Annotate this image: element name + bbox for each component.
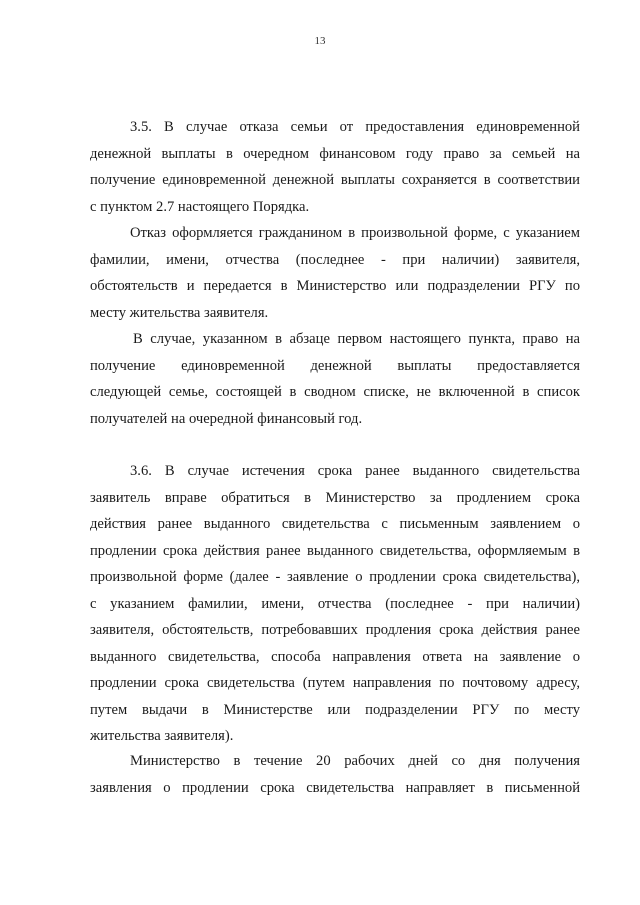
paragraph-case — [90, 326, 580, 432]
paragraph-line: с указанием фамилии, имени, отчества (последнее - при наличии) — [90, 595, 580, 612]
paragraph-line: получателей на очередной финансовый год. — [90, 410, 363, 427]
paragraph-line: денежной выплаты в очередном финансовом году право за семьей на — [90, 145, 580, 162]
paragraph-line: Отказ оформляется гражданином в произвольной форме, с указанием — [130, 225, 580, 241]
paragraph-line: 3.5. В случае отказа семьи от предоставления единовременной — [130, 119, 580, 135]
paragraph-3-6 — [90, 458, 580, 750]
paragraph-line: В случае, указанном в абзаце первом настоящего пункта, право на — [133, 331, 580, 347]
paragraph-refusal — [90, 220, 580, 326]
paragraph-line: следующей семье, состоящей в сводном списке, не включенной в список — [90, 384, 580, 400]
paragraph-line: заявитель вправе обратиться в Министерство за продлением срока — [90, 489, 580, 506]
paragraph-line: 3.6. В случае истечения срока ранее выданного свидетельства — [130, 463, 580, 479]
paragraph-line: действия ранее выданного свидетельства с письменным заявлением о — [90, 516, 580, 532]
paragraph-line: жительства заявителя). — [90, 728, 234, 744]
paragraph-line: произвольной форме (далее - заявление о продлении срока свидетельства), — [90, 569, 580, 585]
paragraph-line: получение единовременной денежной выплаты сохраняется в соответствии — [90, 172, 580, 188]
paragraph-line: заявителя, обстоятельств, потребовавших продления срока действия ранее — [90, 622, 580, 638]
paragraph-line: путем выдачи в Министерстве или подразделении РГУ по месту — [90, 701, 580, 718]
paragraph-line: с пунктом 2.7 настоящего Порядка. — [90, 198, 310, 215]
paragraph-line: фамилии, имени, отчества (последнее - при наличии) заявителя, — [90, 251, 580, 268]
page-number: 13 — [314, 35, 326, 47]
paragraph-line: выданного свидетельства, способа направления ответа на заявление о — [90, 648, 580, 665]
paragraph-line: получение единовременной денежной выплаты предоставляется — [90, 357, 580, 374]
paragraph-3-5 — [90, 114, 580, 220]
paragraph-line: обстоятельств и передается в Министерство или подразделении РГУ по — [90, 278, 580, 294]
paragraph-line: месту жительства заявителя. — [90, 304, 269, 321]
paragraph-line: заявления о продлении срока свидетельства направляет в письменной — [90, 779, 580, 796]
paragraph-ministry — [90, 748, 580, 801]
paragraph-line: Министерство в течение 20 рабочих дней со дня получения — [130, 753, 580, 769]
paragraph-line: продлении срока свидетельства (путем направления по почтовому адресу, — [90, 675, 580, 691]
paragraph-line: продлении срока действия ранее выданного свидетельства, оформляемым в — [90, 542, 580, 559]
